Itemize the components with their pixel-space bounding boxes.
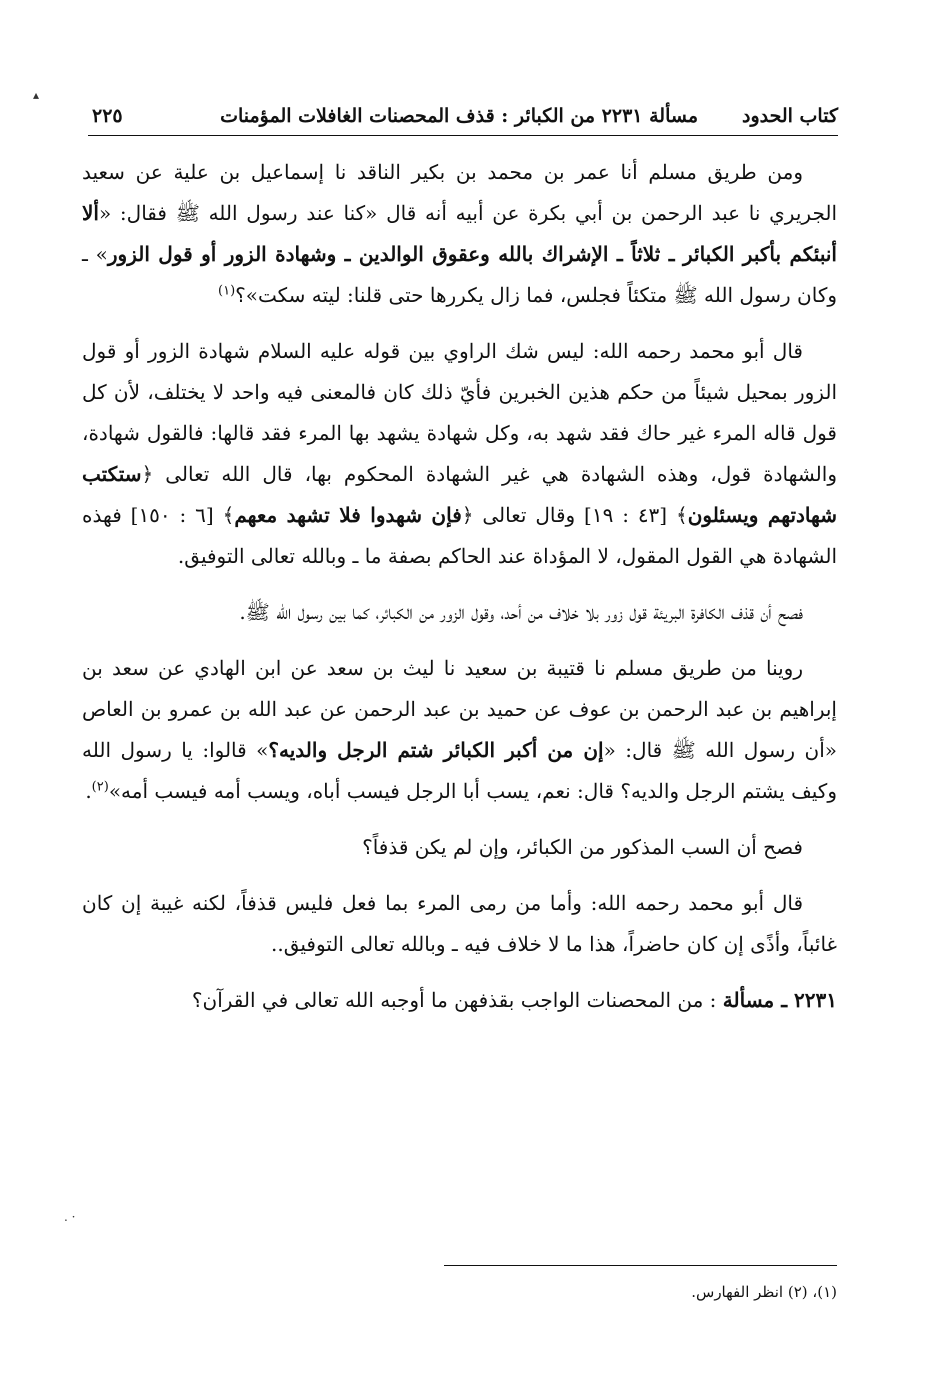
hadith-bold: ألا أنبئكم بأكبر الكبائر ـ ثلاثاً ـ الإشراك بالله وعقوق الوالدين ـ وشهادة الزور أو قول الزور	[82, 201, 837, 266]
paragraph: قال أبو محمد رحمه الله: وأما من رمى المرء بما فعل فليس قذفاً، لكنه غيبة إن كان غائباً، وأذًى إن كان حاضراً، هذا ما لا خلاف فيه ـ وبالله تعالى التوفيق..	[82, 891, 837, 956]
paragraph: فصح أن قذف الكافرة البريئة قول زور بلا خلاف من أحد، وقول الزور من الكبائر، كما بين رسول الله ﷺ.	[239, 600, 803, 624]
main-text	[82, 152, 837, 1036]
footnote-ref: (٢)	[91, 779, 109, 795]
paragraph: فصح أن السب المذكور من الكبائر، وإن لم يكن قذفاً؟	[362, 835, 803, 859]
issue-heading-paragraph: ٢٢٣١ ـ مسألة : من المحصنات الواجب بقذفهن ما أوجبه الله تعالى في القرآن؟	[191, 988, 837, 1012]
scan-mark: ▴	[33, 88, 40, 102]
footnote: (١)، (٢) انظر الفهارس.	[691, 1283, 837, 1301]
issue-number: ٢٢٣١ ـ مسألة	[722, 988, 837, 1012]
paragraph: ومن طريق مسلم أنا عمر بن محمد بن بكير الناقد نا إسماعيل بن علية عن سعيد الجريري نا عبد الرحمن بن أبي بكرة عن أبيه أنه قال «كنا عند رسول الله ﷺ فقال: «ألا أنبئكم بأكبر الكبائر ـ ثلاثاً ـ الإشراك بالله وعقوق الوالدين ـ وشهادة الزور أو قول الزور» ـ وكان رسول الله ﷺ متكئاً فجلس، فما زال يكررها حتى قلنا: ليته سكت»؟$^{(١)}$	[82, 160, 837, 307]
page-number: ٢٢٥	[92, 105, 123, 127]
scan-mark: . ·	[64, 1210, 76, 1224]
quran-bold: ستكتب شهادتهم ويسئلون	[82, 462, 837, 527]
footnote-divider	[444, 1265, 837, 1266]
running-header	[88, 96, 838, 136]
section-title: مسألة ٢٢٣١ من الكبائر : قذف المحصنات الغافلات المؤمنات	[220, 105, 698, 127]
quran-bold: فإن شهدوا فلا تشهد معهم	[234, 503, 462, 527]
paragraph: قال أبو محمد رحمه الله: ليس شك الراوي بين قوله عليه السلام شهادة الزور أو قول الزور بمحيل شيئاً من حكم هذين الخبرين فأيّ ذلك كان فالمعنى فيه واحد لا يختلف، لأن كل قول قاله المرء غير حاك فقد شهد به، وكل شهادة يشهد بها المرء فقد قالها: فالقول شهادة، والشهادة قول، وهذه الشهادة هي غير الشهادة المحكوم بها، قال الله تعالى ﴿ستكتب شهادتهم ويسئلون﴾ [٤٣ : ١٩] وقال تعالى ﴿فإن شهدوا فلا تشهد معهم﴾ [٦ : ١٥٠] فهذه الشهادة هي القول المقول، لا المؤداة عند الحاكم بصفة ما ـ وبالله تعالى التوفيق.	[82, 339, 837, 568]
book-title: كتاب الحدود	[741, 105, 838, 127]
paragraph: روينا من طريق مسلم نا قتيبة بن سعيد نا ليث بن سعد عن ابن الهادي عن سعد بن إبراهيم بن عبد الرحمن بن عوف عن حميد بن عبد الرحمن عن عبد الله بن عمرو بن العاص «أن رسول الله ﷺ قال: «إن من أكبر الكبائر شتم الرجل والديه؟» قالوا: يا رسول الله وكيف يشتم الرجل والديه؟ قال: نعم، يسب أبا الرجل فيسب أباه، ويسب أمه فيسب أمه»$^{(٢)}$.	[82, 656, 837, 803]
hadith-bold: إن من أكبر الكبائر شتم الرجل والديه؟	[268, 738, 604, 762]
footnote-ref: (١)	[218, 283, 236, 299]
